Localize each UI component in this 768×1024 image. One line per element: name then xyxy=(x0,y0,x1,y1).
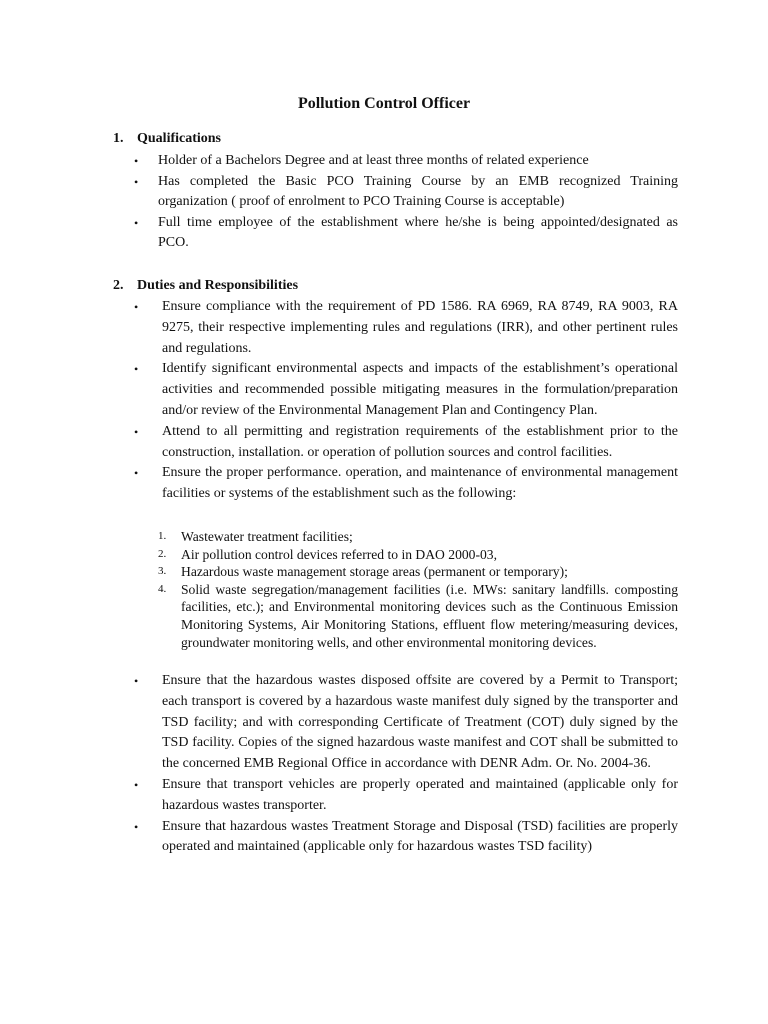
numbered-item xyxy=(158,581,678,651)
bullet-icon: • xyxy=(134,300,139,314)
item-number: 4. xyxy=(158,582,167,595)
bullet-icon: • xyxy=(134,424,139,439)
list-item xyxy=(134,359,678,421)
bullet-icon: • xyxy=(134,215,139,230)
duties-list-part2 xyxy=(134,671,678,858)
list-item xyxy=(134,151,678,172)
bullet-icon: • xyxy=(134,466,139,481)
section-number: 1. xyxy=(113,131,124,146)
numbered-item-text: Solid waste segregation/management facilities (i.e. MWs: sanitary landfills. composting facilities, etc.); and Environmental monitoring devices such as the Continuous Emission Monitoring Systems, Air Monitoring Stations, effluent flow metering/measuring devices, groundwater monitoring wells, and other environmental monitoring devices. xyxy=(181,581,678,650)
section-heading-duties xyxy=(113,276,298,296)
list-item xyxy=(134,671,678,775)
bullet-icon: • xyxy=(134,819,139,834)
list-item xyxy=(134,775,678,817)
bullet-icon: • xyxy=(134,777,139,792)
bullet-icon: • xyxy=(134,674,139,688)
list-item xyxy=(134,297,678,359)
list-item xyxy=(134,172,678,213)
list-item xyxy=(134,422,678,464)
list-item-text: Ensure compliance with the requirement of PD 1586. RA 6969, RA 8749, RA 9003, RA 9275, their respective implementing rules and regulations (IRR), and other pertinent rules and regulations. xyxy=(162,299,678,356)
numbered-item xyxy=(158,563,678,581)
facilities-numbered-list xyxy=(158,528,678,651)
section-title: Duties and Responsibilities xyxy=(137,278,299,293)
item-number: 3. xyxy=(158,565,167,578)
page-title: Pollution Control Officer xyxy=(297,95,471,112)
bullet-icon: • xyxy=(134,362,139,377)
numbered-item xyxy=(158,528,678,546)
section-heading-qualifications xyxy=(113,129,221,149)
numbered-item-text: Hazardous waste management storage areas (permanent or temporary); xyxy=(181,564,568,580)
list-item-text: Ensure that hazardous wastes Treatment Storage and Disposal (TSD) facilities are properly operated and maintained (applicable only for hazardous wastes TSD facility) xyxy=(162,818,678,855)
bullet-icon: • xyxy=(134,154,139,168)
list-item xyxy=(134,463,678,505)
section-title: Qualifications xyxy=(137,131,222,146)
numbered-item-text: Wastewater treatment facilities; xyxy=(181,529,353,544)
item-number: 2. xyxy=(158,547,167,560)
qualifications-list xyxy=(134,151,678,254)
section-number: 2. xyxy=(113,278,124,293)
list-item-text: Holder of a Bachelors Degree and at least three months of related experience xyxy=(158,153,589,168)
list-item-text: Identify significant environmental aspects and impacts of the establishment’s operational activities and recommended possible mitigating measures in the formulation/preparation and/or review of the Environmental Management Plan and Contingency Plan. xyxy=(162,361,678,418)
list-item-text: Ensure the proper performance. operation, and maintenance of environmental management facilities or systems of the establishment such as the following: xyxy=(162,465,678,502)
list-item-text: Ensure that the hazardous wastes disposed offsite are covered by a Permit to Transport; each transport is covered by a hazardous waste manifest duly signed by the transporter and TSD facility; and with corresponding Certificate of Treatment (COT) duly signed by the TSD facility. Copies of the signed hazardous waste manifest and COT shall be submitted to the concerned EMB Regional Office in accordance with DENR Adm. Or. No. 2004-36. xyxy=(162,673,678,772)
item-number: 1. xyxy=(158,530,167,542)
list-item-text: Attend to all permitting and registration requirements of the establishment prior to the construction, installation. or operation of pollution sources and control facilities. xyxy=(162,423,678,460)
list-item-text: Has completed the Basic PCO Training Course by an EMB recognized Training organization ( proof of enrolment to PCO Training Course is acceptable) xyxy=(158,173,678,209)
list-item-text: Ensure that transport vehicles are properly operated and maintained (applicable only for hazardous wastes transporter. xyxy=(162,776,678,813)
bullet-icon: • xyxy=(134,174,139,189)
list-item xyxy=(134,213,678,254)
list-item xyxy=(134,817,678,859)
list-item-text: Full time employee of the establishment where he/she is being appointed/designated as PCO. xyxy=(158,214,678,250)
numbered-item-text: Air pollution control devices referred to in DAO 2000-03, xyxy=(181,546,497,562)
duties-list-part1 xyxy=(134,297,678,505)
numbered-item xyxy=(158,546,678,564)
